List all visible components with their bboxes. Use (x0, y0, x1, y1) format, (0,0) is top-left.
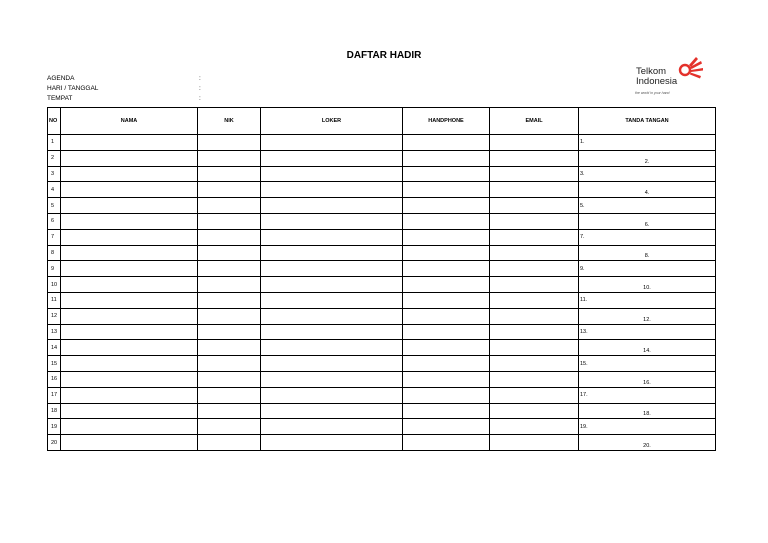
handphone-cell (403, 182, 490, 198)
table-row (48, 213, 716, 229)
table-header-row (48, 108, 716, 135)
meta-label: AGENDA (47, 75, 75, 82)
no-cell: 17 (48, 387, 61, 403)
loker-cell (261, 150, 403, 166)
nik-cell (198, 135, 261, 151)
no-cell: 5 (48, 198, 61, 214)
no-cell: 11 (48, 292, 61, 308)
loker-cell (261, 371, 403, 387)
loker-cell (261, 419, 403, 435)
nama-cell (61, 308, 198, 324)
no-cell: 1 (48, 135, 61, 151)
nik-cell (198, 371, 261, 387)
no-cell: 7 (48, 229, 61, 245)
no-cell: 8 (48, 245, 61, 261)
header-tanda-tangan: TANDA TANGAN (579, 108, 716, 135)
logo-line2: Indonesia (636, 76, 678, 87)
meta-row-place (47, 94, 201, 104)
handphone-cell (403, 340, 490, 356)
loker-cell (261, 340, 403, 356)
table-row (48, 135, 716, 151)
header-handphone: HANDPHONE (403, 108, 490, 135)
nik-cell (198, 261, 261, 277)
meta-separator: : (199, 85, 201, 92)
meta-label: TEMPAT (47, 95, 73, 102)
handphone-cell (403, 403, 490, 419)
signature-cell: 9. (579, 261, 716, 277)
handphone-cell (403, 356, 490, 372)
signature-cell: 12. (579, 308, 716, 324)
nik-cell (198, 245, 261, 261)
logo-tagline: the world in your hand (635, 91, 670, 95)
table-row (48, 229, 716, 245)
signature-cell: 11. (579, 292, 716, 308)
loker-cell (261, 435, 403, 451)
handphone-cell (403, 213, 490, 229)
loker-cell (261, 213, 403, 229)
nama-cell (61, 340, 198, 356)
table-row (48, 371, 716, 387)
nama-cell (61, 245, 198, 261)
signature-cell: 1. (579, 135, 716, 151)
no-cell: 6 (48, 213, 61, 229)
email-cell (490, 387, 579, 403)
signature-cell: 3. (579, 166, 716, 182)
signature-cell: 17. (579, 387, 716, 403)
nama-cell (61, 387, 198, 403)
signature-cell: 16. (579, 371, 716, 387)
table-row (48, 261, 716, 277)
email-cell (490, 324, 579, 340)
nama-cell (61, 324, 198, 340)
table-row (48, 245, 716, 261)
email-cell (490, 261, 579, 277)
meta-separator: : (199, 75, 201, 82)
email-cell (490, 435, 579, 451)
handphone-cell (403, 166, 490, 182)
nama-cell (61, 150, 198, 166)
signature-cell: 20. (579, 435, 716, 451)
loker-cell (261, 135, 403, 151)
no-cell: 15 (48, 356, 61, 372)
handphone-cell (403, 229, 490, 245)
header-no: NO (48, 108, 61, 135)
loker-cell (261, 403, 403, 419)
table-row (48, 198, 716, 214)
nik-cell (198, 182, 261, 198)
table-row (48, 340, 716, 356)
signature-cell: 2. (579, 150, 716, 166)
nik-cell (198, 198, 261, 214)
attendance-table (47, 107, 716, 451)
signature-cell: 8. (579, 245, 716, 261)
loker-cell (261, 356, 403, 372)
meta-separator: : (199, 95, 201, 102)
email-cell (490, 308, 579, 324)
nik-cell (198, 340, 261, 356)
loker-cell (261, 308, 403, 324)
nama-cell (61, 135, 198, 151)
nama-cell (61, 261, 198, 277)
nik-cell (198, 403, 261, 419)
handphone-cell (403, 324, 490, 340)
loker-cell (261, 245, 403, 261)
header-nik: NIK (198, 108, 261, 135)
email-cell (490, 213, 579, 229)
nik-cell (198, 166, 261, 182)
nama-cell (61, 277, 198, 293)
table-row (48, 277, 716, 293)
nik-cell (198, 277, 261, 293)
nama-cell (61, 213, 198, 229)
email-cell (490, 371, 579, 387)
nama-cell (61, 356, 198, 372)
no-cell: 16 (48, 371, 61, 387)
handphone-cell (403, 245, 490, 261)
handphone-cell (403, 198, 490, 214)
meta-label: HARI / TANGGAL (47, 85, 99, 92)
nik-cell (198, 387, 261, 403)
header-loker: LOKER (261, 108, 403, 135)
header-nama: NAMA (61, 108, 198, 135)
loker-cell (261, 292, 403, 308)
no-cell: 13 (48, 324, 61, 340)
handphone-cell (403, 371, 490, 387)
handphone-cell (403, 292, 490, 308)
handphone-cell (403, 308, 490, 324)
table-row (48, 166, 716, 182)
no-cell: 14 (48, 340, 61, 356)
signature-cell: 15. (579, 356, 716, 372)
nik-cell (198, 308, 261, 324)
signature-cell: 4. (579, 182, 716, 198)
table-row (48, 435, 716, 451)
header-email: EMAIL (490, 108, 579, 135)
no-cell: 9 (48, 261, 61, 277)
signature-cell: 13. (579, 324, 716, 340)
table-row (48, 324, 716, 340)
handphone-cell (403, 277, 490, 293)
handphone-cell (403, 419, 490, 435)
table-row (48, 292, 716, 308)
email-cell (490, 166, 579, 182)
no-cell: 4 (48, 182, 61, 198)
logo-text (636, 67, 677, 87)
loker-cell (261, 198, 403, 214)
email-cell (490, 403, 579, 419)
no-cell: 18 (48, 403, 61, 419)
no-cell: 20 (48, 435, 61, 451)
nik-cell (198, 292, 261, 308)
email-cell (490, 135, 579, 151)
no-cell: 2 (48, 150, 61, 166)
page-title: DAFTAR HADIR (346, 50, 422, 61)
email-cell (490, 277, 579, 293)
email-cell (490, 198, 579, 214)
no-cell: 3 (48, 166, 61, 182)
signature-cell: 7. (579, 229, 716, 245)
nik-cell (198, 435, 261, 451)
table-row (48, 150, 716, 166)
meta-row-agenda (47, 74, 201, 84)
handphone-cell (403, 387, 490, 403)
no-cell: 19 (48, 419, 61, 435)
signature-cell: 14. (579, 340, 716, 356)
email-cell (490, 419, 579, 435)
meta-block (47, 74, 201, 104)
handphone-cell (403, 135, 490, 151)
no-cell: 10 (48, 277, 61, 293)
email-cell (490, 245, 579, 261)
signature-cell: 18. (579, 403, 716, 419)
loker-cell (261, 261, 403, 277)
nik-cell (198, 229, 261, 245)
nik-cell (198, 324, 261, 340)
email-cell (490, 182, 579, 198)
table-row (48, 308, 716, 324)
nama-cell (61, 198, 198, 214)
nama-cell (61, 229, 198, 245)
nama-cell (61, 182, 198, 198)
nik-cell (198, 150, 261, 166)
table-row (48, 182, 716, 198)
loker-cell (261, 387, 403, 403)
nama-cell (61, 371, 198, 387)
email-cell (490, 356, 579, 372)
signature-cell: 5. (579, 198, 716, 214)
signature-cell: 6. (579, 213, 716, 229)
table-row (48, 419, 716, 435)
no-cell: 12 (48, 308, 61, 324)
telkom-mark-icon (676, 55, 706, 83)
handphone-cell (403, 150, 490, 166)
handphone-cell (403, 435, 490, 451)
nik-cell (198, 419, 261, 435)
loker-cell (261, 324, 403, 340)
email-cell (490, 340, 579, 356)
nama-cell (61, 419, 198, 435)
email-cell (490, 150, 579, 166)
loker-cell (261, 182, 403, 198)
loker-cell (261, 229, 403, 245)
nama-cell (61, 166, 198, 182)
loker-cell (261, 277, 403, 293)
logo-line1: Telkom (636, 66, 667, 77)
table-row (48, 403, 716, 419)
nama-cell (61, 292, 198, 308)
signature-cell: 19. (579, 419, 716, 435)
email-cell (490, 292, 579, 308)
table-row (48, 356, 716, 372)
table-row (48, 387, 716, 403)
nik-cell (198, 356, 261, 372)
signature-cell: 10. (579, 277, 716, 293)
nama-cell (61, 435, 198, 451)
handphone-cell (403, 261, 490, 277)
loker-cell (261, 166, 403, 182)
nik-cell (198, 213, 261, 229)
email-cell (490, 229, 579, 245)
nama-cell (61, 403, 198, 419)
telkom-logo (632, 55, 712, 100)
meta-row-date (47, 84, 201, 94)
